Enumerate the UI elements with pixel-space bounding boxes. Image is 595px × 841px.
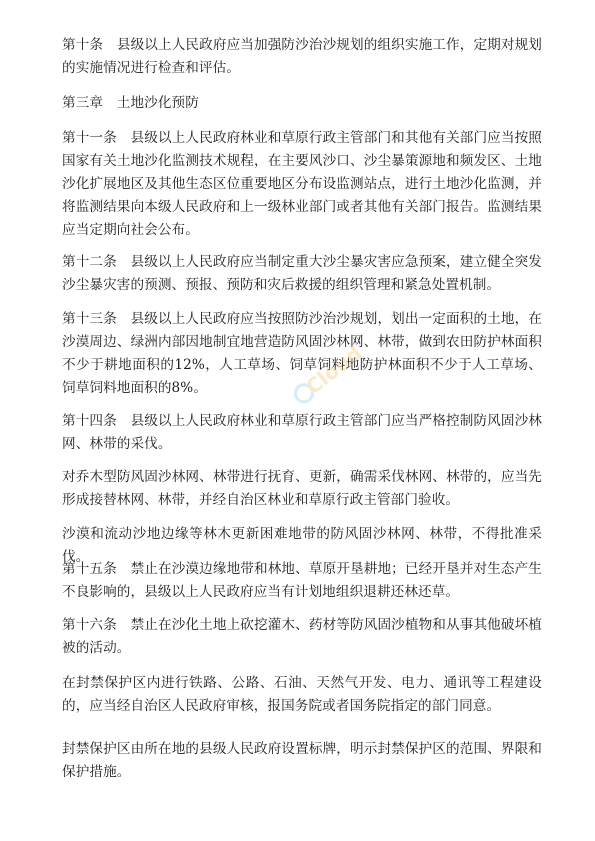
article-13: 第十三条 县级以上人民政府应当按照防沙治沙规划，划出一定面积的土地，在沙漠周边、绿洲内部因地制宜地营造防风固沙林网、林带，做到农田防护林面积不少于耕地面积的12%，人工草场、饲草饲料地防护林面积不少于人工草场、饲草饲料地面积的8%。	[62, 311, 542, 396]
article-15: 第十五条 禁止在沙漠边缘地带和林地、草原开垦耕地；已经开垦并对生态产生不良影响的，县级以上人民政府应当有计划地组织退耕还林还草。	[62, 561, 542, 600]
article-12: 第十二条 县级以上人民政府应当制定重大沙尘暴灾害应急预案，建立健全突发沙尘暴灾害的预测、预报、预防和灾后救援的组织管理和紧急处置机制。	[62, 254, 542, 293]
article-14-paragraph-2: 对乔木型防风固沙林网、林带进行抚育、更新，确需采伐林网、林带的，应当先形成接替林网、林带，并经自治区林业和草原行政主管部门验收。	[62, 469, 542, 508]
chapter-3-heading: 第三章 土地沙化预防	[62, 95, 199, 111]
article-14: 第十四条 县级以上人民政府林业和草原行政主管部门应当严格控制防风固沙林网、林带的采伐。	[62, 413, 542, 452]
article-10: 第十条 县级以上人民政府应当加强防沙治沙规划的组织实施工作，定期对规划的实施情况进行检查和评估。	[62, 37, 542, 76]
article-16-paragraph-3: 封禁保护区由所在地的县级人民政府设置标牌，明示封禁保护区的范围、界限和保护措施。	[62, 741, 542, 780]
article-16: 第十六条 禁止在沙化土地上砍挖灌木、药材等防风固沙植物和从事其他破坏植被的活动。	[62, 617, 542, 656]
article-14-paragraph-3: 沙漠和流动沙地边缘等林木更新困难地带的防风固沙林网、林带，不得批准采伐。	[62, 526, 542, 565]
watermark-text: Cloud	[301, 340, 367, 400]
article-11: 第十一条 县级以上人民政府林业和草原行政主管部门和其他有关部门应当按照国家有关土地沙化监测技术规程，在主要风沙口、沙尘暴策源地和频发区、土地沙化扩展地区及其他生态区位重要地区分布设监测站点，进行土地沙化监测，并将监测结果向本级人民政府和上一级林业部门或者其他有关部门报告。监测结果应当定期向社会公布。	[62, 130, 542, 238]
article-16-paragraph-2: 在封禁保护区内进行铁路、公路、石油、天然气开发、电力、通讯等工程建设的，应当经自治区人民政府审核，报国务院或者国务院指定的部门同意。	[62, 675, 542, 714]
